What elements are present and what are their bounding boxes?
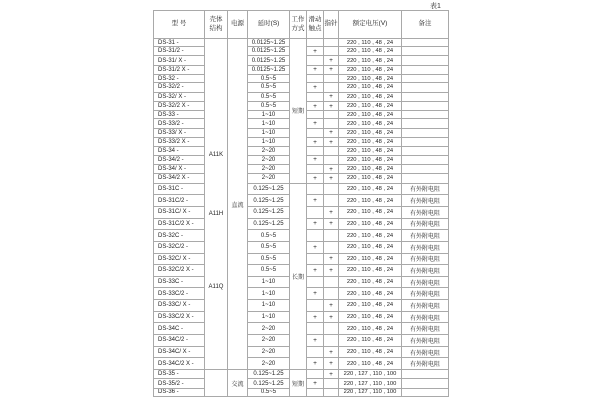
remark-cell: 有外附电阻 — [402, 311, 449, 323]
remark-cell: 有外附电阻 — [402, 265, 449, 277]
voltage-cell: 220 , 110 , 48 , 24 — [339, 218, 402, 230]
delay-cell: 0.5~5 — [248, 75, 290, 83]
pointer-mark-cell: + — [324, 265, 339, 277]
sliding-contact-mark-cell — [307, 276, 324, 288]
pointer-mark-cell — [324, 288, 339, 300]
sliding-contact-mark-cell — [307, 164, 324, 173]
model-cell: DS-33/ X - — [154, 128, 205, 137]
voltage-cell: 220 , 110 , 48 , 24 — [339, 265, 402, 277]
pointer-mark-cell — [324, 241, 339, 253]
remark-cell — [402, 379, 449, 388]
remark-cell — [402, 164, 449, 173]
pointer-mark-cell — [324, 47, 339, 56]
remark-cell: 有外附电阻 — [402, 335, 449, 347]
voltage-cell: 220 , 110 , 48 , 24 — [339, 138, 402, 147]
model-cell: DS-33C/2 - — [154, 288, 205, 300]
remark-cell — [402, 83, 449, 92]
delay-cell: 1~10 — [248, 311, 290, 323]
voltage-cell: 220 , 110 , 48 , 24 — [339, 65, 402, 74]
pointer-mark-cell: + — [324, 300, 339, 312]
sliding-contact-mark-cell — [307, 300, 324, 312]
pointer-mark-cell: + — [324, 164, 339, 173]
col-header-work-mode: 工作 方式 — [290, 11, 307, 39]
delay-cell: 0.5~5 — [248, 253, 290, 265]
sliding-contact-mark-cell: + — [307, 218, 324, 230]
delay-cell: 0.5~5 — [248, 230, 290, 242]
voltage-cell: 220 , 127 , 110 , 100 — [339, 388, 402, 396]
delay-cell: 0.125~1.25 — [248, 370, 290, 379]
sliding-contact-mark-cell: + — [307, 379, 324, 388]
remark-cell — [402, 155, 449, 164]
voltage-cell: 220 , 127 , 110 , 100 — [339, 370, 402, 379]
delay-cell: 2~20 — [248, 155, 290, 164]
table-row — [154, 183, 449, 195]
pointer-mark-cell: + — [324, 311, 339, 323]
voltage-cell: 220 , 110 , 48 , 24 — [339, 101, 402, 110]
remark-cell: 有外附电阻 — [402, 253, 449, 265]
pointer-mark-cell — [324, 155, 339, 164]
delay-cell: 2~20 — [248, 335, 290, 347]
pointer-mark-cell — [324, 147, 339, 155]
remark-cell — [402, 174, 449, 183]
voltage-cell: 220 , 110 , 48 , 24 — [339, 288, 402, 300]
pointer-mark-cell — [324, 119, 339, 128]
remark-cell: 有外附电阻 — [402, 230, 449, 242]
work-mode-cell: 长期 — [290, 183, 307, 370]
pointer-mark-cell: + — [324, 56, 339, 65]
sliding-contact-mark-cell — [307, 147, 324, 155]
voltage-cell: 220 , 110 , 48 , 24 — [339, 56, 402, 65]
delay-cell: 0.125~1.25 — [248, 195, 290, 207]
shell-structure-cell — [205, 370, 228, 397]
model-cell: DS-32 - — [154, 75, 205, 83]
model-cell: DS-31/2 X - — [154, 65, 205, 74]
voltage-cell: 220 , 110 , 48 , 24 — [339, 39, 402, 47]
work-mode-cell: 短期 — [290, 370, 307, 397]
col-header-rated-voltage: 额定电压(V) — [339, 11, 402, 39]
voltage-cell: 220 , 110 , 48 , 24 — [339, 183, 402, 195]
pointer-mark-cell: + — [324, 92, 339, 101]
model-cell: DS-35 - — [154, 370, 205, 379]
delay-cell: 0.0125~1.25 — [248, 56, 290, 65]
table-row — [154, 370, 449, 379]
pointer-mark-cell: + — [324, 65, 339, 74]
pointer-mark-cell: + — [324, 253, 339, 265]
delay-cell: 0.5~5 — [248, 265, 290, 277]
delay-cell: 0.5~5 — [248, 388, 290, 396]
voltage-cell: 220 , 110 , 48 , 24 — [339, 253, 402, 265]
sliding-contact-mark-cell — [307, 75, 324, 83]
remark-cell — [402, 370, 449, 379]
delay-cell: 0.125~1.25 — [248, 183, 290, 195]
voltage-cell: 220 , 110 , 48 , 24 — [339, 300, 402, 312]
pointer-mark-cell — [324, 195, 339, 207]
voltage-cell: 220 , 110 , 48 , 24 — [339, 195, 402, 207]
shell-structure-label: A11Q — [208, 283, 224, 290]
delay-cell: 0.0125~1.25 — [248, 65, 290, 74]
delay-cell: 0.125~1.25 — [248, 218, 290, 230]
remark-cell: 有外附电阻 — [402, 218, 449, 230]
model-cell: DS-31 - — [154, 39, 205, 47]
voltage-cell: 220 , 110 , 48 , 24 — [339, 119, 402, 128]
voltage-cell: 220 , 110 , 48 , 24 — [339, 276, 402, 288]
model-cell: DS-32/ X - — [154, 92, 205, 101]
voltage-cell: 220 , 110 , 48 , 24 — [339, 75, 402, 83]
voltage-cell: 220 , 110 , 48 , 24 — [339, 83, 402, 92]
delay-cell: 2~20 — [248, 358, 290, 370]
model-cell: DS-36 - — [154, 388, 205, 396]
header-row — [154, 11, 449, 39]
shell-structure-label: A11K — [208, 151, 224, 158]
relay-spec-table — [153, 10, 449, 397]
remark-cell — [402, 147, 449, 155]
remark-cell: 有外附电阻 — [402, 358, 449, 370]
shell-structure-cell — [205, 39, 228, 370]
delay-cell: 1~10 — [248, 138, 290, 147]
model-cell: DS-34/ X - — [154, 164, 205, 173]
power-cell: 直流 — [228, 39, 248, 370]
voltage-cell: 220 , 110 , 48 , 24 — [339, 206, 402, 218]
sliding-contact-mark-cell: + — [307, 288, 324, 300]
col-header-pointer: 指针 — [324, 11, 339, 39]
remark-cell: 有外附电阻 — [402, 206, 449, 218]
pointer-mark-cell: + — [324, 174, 339, 183]
pointer-mark-cell — [324, 323, 339, 335]
pointer-mark-cell: + — [324, 206, 339, 218]
pointer-mark-cell — [324, 230, 339, 242]
model-cell: DS-33C/ X - — [154, 300, 205, 312]
model-cell: DS-33C - — [154, 276, 205, 288]
sliding-contact-mark-cell: + — [307, 311, 324, 323]
model-cell: DS-32/2 X - — [154, 101, 205, 110]
pointer-mark-cell — [324, 183, 339, 195]
work-mode-cell: 短期 — [290, 39, 307, 184]
model-cell: DS-33 - — [154, 111, 205, 119]
delay-cell: 1~10 — [248, 128, 290, 137]
sliding-contact-mark-cell: + — [307, 155, 324, 164]
model-cell: DS-31C - — [154, 183, 205, 195]
col-header-remark: 备注 — [402, 11, 449, 39]
model-cell: DS-31/2 - — [154, 47, 205, 56]
model-cell: DS-31/ X - — [154, 56, 205, 65]
delay-cell: 2~20 — [248, 164, 290, 173]
model-cell: DS-31C/2 - — [154, 195, 205, 207]
power-cell: 交流 — [228, 370, 248, 397]
voltage-cell: 220 , 110 , 48 , 24 — [339, 323, 402, 335]
sliding-contact-mark-cell — [307, 183, 324, 195]
sliding-contact-mark-cell — [307, 323, 324, 335]
pointer-mark-cell: + — [324, 346, 339, 358]
delay-cell: 0.125~1.25 — [248, 379, 290, 388]
pointer-mark-cell — [324, 39, 339, 47]
delay-cell: 0.5~5 — [248, 92, 290, 101]
model-cell: DS-33/2 X - — [154, 138, 205, 147]
sliding-contact-mark-cell: + — [307, 265, 324, 277]
remark-cell: 有外附电阻 — [402, 241, 449, 253]
model-cell: DS-34C - — [154, 323, 205, 335]
delay-cell: 0.0125~1.25 — [248, 47, 290, 56]
remark-cell — [402, 119, 449, 128]
table-caption: 表1 — [430, 3, 441, 10]
delay-cell: 1~10 — [248, 119, 290, 128]
remark-cell: 有外附电阻 — [402, 300, 449, 312]
model-cell: DS-32C/ X - — [154, 253, 205, 265]
model-cell: DS-33C/2 X - — [154, 311, 205, 323]
voltage-cell: 220 , 110 , 48 , 24 — [339, 111, 402, 119]
sliding-contact-mark-cell — [307, 206, 324, 218]
model-cell: DS-34 - — [154, 147, 205, 155]
sliding-contact-mark-cell — [307, 92, 324, 101]
pointer-mark-cell — [324, 75, 339, 83]
pointer-mark-cell: + — [324, 101, 339, 110]
model-cell: DS-34C/ X - — [154, 346, 205, 358]
voltage-cell: 220 , 110 , 48 , 24 — [339, 155, 402, 164]
delay-cell: 1~10 — [248, 288, 290, 300]
voltage-cell: 220 , 110 , 48 , 24 — [339, 358, 402, 370]
model-cell: DS-34C/2 X - — [154, 358, 205, 370]
delay-cell: 2~20 — [248, 323, 290, 335]
remark-cell — [402, 128, 449, 137]
remark-cell — [402, 101, 449, 110]
sliding-contact-mark-cell: + — [307, 101, 324, 110]
remark-cell — [402, 56, 449, 65]
remark-cell: 有外附电阻 — [402, 276, 449, 288]
col-header-delay: 延时(S) — [248, 11, 290, 39]
model-cell: DS-31C/ X - — [154, 206, 205, 218]
model-cell: DS-34/2 X - — [154, 174, 205, 183]
sliding-contact-mark-cell — [307, 111, 324, 119]
delay-cell: 2~20 — [248, 147, 290, 155]
voltage-cell: 220 , 110 , 48 , 24 — [339, 241, 402, 253]
model-cell: DS-33/2 - — [154, 119, 205, 128]
model-cell: DS-32C/2 X - — [154, 265, 205, 277]
sliding-contact-mark-cell: + — [307, 83, 324, 92]
remark-cell — [402, 39, 449, 47]
voltage-cell: 220 , 110 , 48 , 24 — [339, 230, 402, 242]
remark-cell — [402, 47, 449, 56]
model-cell: DS-32/2 - — [154, 83, 205, 92]
remark-cell: 有外附电阻 — [402, 183, 449, 195]
sliding-contact-mark-cell: + — [307, 358, 324, 370]
sliding-contact-mark-cell — [307, 230, 324, 242]
voltage-cell: 220 , 110 , 48 , 24 — [339, 311, 402, 323]
voltage-cell: 220 , 110 , 48 , 24 — [339, 147, 402, 155]
sliding-contact-mark-cell: + — [307, 195, 324, 207]
shell-structure-label: A11H — [208, 210, 224, 217]
delay-cell: 2~20 — [248, 174, 290, 183]
pointer-mark-cell: + — [324, 370, 339, 379]
pointer-mark-cell: + — [324, 218, 339, 230]
delay-cell: 0.0125~1.25 — [248, 39, 290, 47]
pointer-mark-cell: + — [324, 138, 339, 147]
pointer-mark-cell — [324, 276, 339, 288]
voltage-cell: 220 , 127 , 110 , 100 — [339, 379, 402, 388]
delay-cell: 0.125~1.25 — [248, 206, 290, 218]
voltage-cell: 220 , 110 , 48 , 24 — [339, 128, 402, 137]
pointer-mark-cell: + — [324, 128, 339, 137]
sliding-contact-mark-cell: + — [307, 138, 324, 147]
model-cell: DS-32C/2 - — [154, 241, 205, 253]
voltage-cell: 220 , 110 , 48 , 24 — [339, 174, 402, 183]
col-header-model: 型 号 — [154, 11, 205, 39]
remark-cell — [402, 92, 449, 101]
table-row — [154, 39, 449, 47]
pointer-mark-cell — [324, 111, 339, 119]
remark-cell — [402, 388, 449, 396]
remark-cell: 有外附电阻 — [402, 346, 449, 358]
delay-cell: 0.5~5 — [248, 101, 290, 110]
remark-cell: 有外附电阻 — [402, 195, 449, 207]
sliding-contact-mark-cell — [307, 370, 324, 379]
delay-cell: 0.5~5 — [248, 83, 290, 92]
pointer-mark-cell — [324, 388, 339, 396]
pointer-mark-cell: + — [324, 358, 339, 370]
sliding-contact-mark-cell — [307, 39, 324, 47]
pointer-mark-cell — [324, 379, 339, 388]
sliding-contact-mark-cell — [307, 346, 324, 358]
remark-cell — [402, 111, 449, 119]
voltage-cell: 220 , 110 , 48 , 24 — [339, 335, 402, 347]
voltage-cell: 220 , 110 , 48 , 24 — [339, 92, 402, 101]
delay-cell: 1~10 — [248, 276, 290, 288]
voltage-cell: 220 , 110 , 48 , 24 — [339, 47, 402, 56]
remark-cell — [402, 65, 449, 74]
sliding-contact-mark-cell — [307, 56, 324, 65]
sliding-contact-mark-cell — [307, 253, 324, 265]
remark-cell: 有外附电阻 — [402, 323, 449, 335]
sliding-contact-mark-cell: + — [307, 174, 324, 183]
model-cell: DS-32C - — [154, 230, 205, 242]
model-cell: DS-34/2 - — [154, 155, 205, 164]
col-header-shell-structure: 壳体 结构 — [205, 11, 228, 39]
sliding-contact-mark-cell: + — [307, 241, 324, 253]
model-cell: DS-35/2 - — [154, 379, 205, 388]
sliding-contact-mark-cell: + — [307, 65, 324, 74]
pointer-mark-cell — [324, 335, 339, 347]
voltage-cell: 220 , 110 , 48 , 24 — [339, 346, 402, 358]
remark-cell: 有外附电阻 — [402, 288, 449, 300]
remark-cell — [402, 138, 449, 147]
model-cell: DS-31C/2 X - — [154, 218, 205, 230]
delay-cell: 0.5~5 — [248, 241, 290, 253]
sliding-contact-mark-cell: + — [307, 119, 324, 128]
voltage-cell: 220 , 110 , 48 , 24 — [339, 164, 402, 173]
sliding-contact-mark-cell: + — [307, 335, 324, 347]
delay-cell: 1~10 — [248, 111, 290, 119]
delay-cell: 1~10 — [248, 300, 290, 312]
sliding-contact-mark-cell — [307, 388, 324, 396]
sliding-contact-mark-cell: + — [307, 47, 324, 56]
delay-cell: 2~20 — [248, 346, 290, 358]
sliding-contact-mark-cell — [307, 128, 324, 137]
remark-cell — [402, 75, 449, 83]
col-header-sliding-contact: 滑动 触点 — [307, 11, 324, 39]
pointer-mark-cell — [324, 83, 339, 92]
col-header-power: 电源 — [228, 11, 248, 39]
model-cell: DS-34C/2 - — [154, 335, 205, 347]
